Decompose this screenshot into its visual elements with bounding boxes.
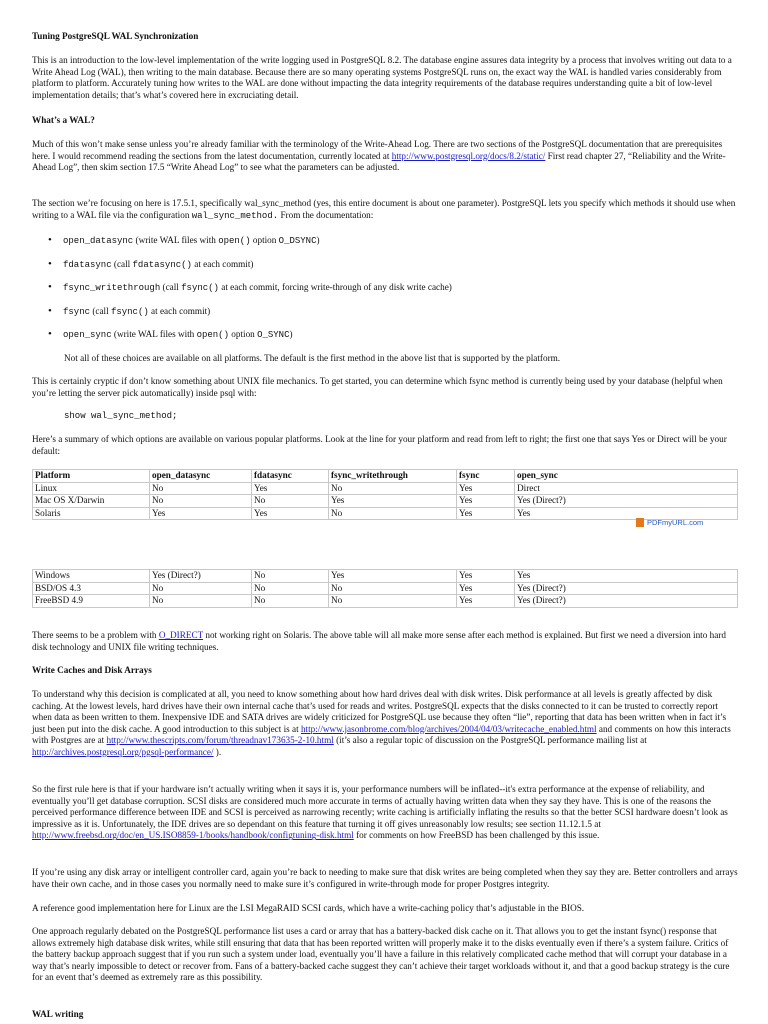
table-cell: Yes (Direct?) [515, 495, 738, 508]
pdfmyurl-watermark[interactable] [636, 517, 703, 529]
column-header: Platform [33, 470, 150, 483]
pgsql-performance-link[interactable]: http://archives.postgresql.org/pgsql-performance/ [32, 746, 214, 757]
table-cell: No [329, 507, 457, 520]
freebsd-handbook-link[interactable]: http://www.freebsd.org/doc/en_US.ISO8859-1/books/handbook/configtuning-disk.html [32, 830, 354, 841]
summary-paragraph: Here’s a summary of which options are available on various popular platforms. Look at the line for your platform and read from left to right; the first one that says Yes or Direct will be your default: [32, 434, 727, 456]
table-cell: No [150, 595, 252, 608]
table-cell: Yes [457, 507, 515, 520]
section-heading-wal: What’s a WAL? [32, 115, 95, 125]
table-cell: Yes (Direct?) [150, 570, 252, 583]
table-cell: No [150, 495, 252, 508]
column-header: fsync [457, 470, 515, 483]
intro-paragraph: This is an introduction to the low-level implementation of the write logging used in PostgreSQL 8.2. The database engine assures data integrity by a process that involves writing out data to a Write Ahead Log (WAL), then writing to the main database. Because there are so many operating systems PostgreSQL runs on, the exact way the WAL is handled varies considerably from platform to platform. Accurately tuning how writes to the WAL are done without impacting the data integrity requirements of the database requires understanding quite a bit of low-level implementation details; that’s what’s covered here in excruciating detail. [32, 55, 732, 100]
table-cell: Yes [457, 495, 515, 508]
page-title: Tuning PostgreSQL WAL Synchronization [32, 31, 199, 41]
table-cell: No [252, 570, 329, 583]
table-row [33, 507, 738, 520]
table-cell: No [329, 582, 457, 595]
table-cell: Yes [329, 495, 457, 508]
table-cell: Yes [515, 507, 738, 520]
table-header-row [33, 470, 738, 483]
o-direct-link[interactable]: O_DIRECT [158, 630, 204, 640]
table-cell: Linux [33, 482, 150, 495]
table-cell: Yes [252, 482, 329, 495]
pdf-logo-icon [636, 518, 644, 527]
section-heading-wal-writing: WAL writing [32, 1009, 84, 1019]
table-cell: No [252, 595, 329, 608]
list-item: • fsync_writethrough (call fsync() at each commit, forcing write-through of any disk write cache) [32, 282, 738, 306]
table-cell: Yes [515, 570, 738, 583]
cache-paragraph-2: So the first rule here is that if your hardware isn’t actually writing when it says it is, your performance numbers will be inflated--it's extra performance at the expense of reliability, and eventually you’ll get database corruption. SCSI disks are considered much more accurate in terms of actually having written data when they say they have. This is one of the reasons the perceived performance difference between IDE and SCSI is perceived as narrowing recently; write caching is artificially inflating the results so that the better SCSI hardware doesn’t look as impressive as it is. Unfortunately, the IDE drives are so dependant on this feature that turning it off gives unreasonably low results; see section 11.12.1.5 at http://www.freebsd.org/doc/en_US.ISO8859-1/books/handbook/configtuning-disk.html for comments on how FreeBSD has been challenged by this issue. [32, 784, 728, 841]
cryptic-paragraph: This is certainly cryptic if don’t know something about UNIX file mechanics. To get started, you can determine which fsync method is currently being used by your database (helpful when you’re letting the server pick automatically) inside psql with: [32, 376, 723, 398]
column-header: open_sync [515, 470, 738, 483]
table-row [33, 582, 738, 595]
list-item: • fsync (call fsync() at each commit) [32, 306, 738, 330]
list-item: • fdatasync (call fdatasync() at each commit) [32, 259, 738, 283]
column-header: fdatasync [252, 470, 329, 483]
table-cell: No [329, 482, 457, 495]
column-header: open_datasync [150, 470, 252, 483]
table-cell: Yes (Direct?) [515, 582, 738, 595]
thescripts-link[interactable]: http://www.thescripts.com/forum/threadnav173635-2-10.html [106, 735, 334, 746]
table-cell: Yes [252, 507, 329, 520]
wal-paragraph-1: Much of this won’t make sense unless you’re already familiar with the terminology of the Write-Ahead Log. There are two sections of the PostgreSQL documentation that are prerequisites here. I would recommend reading the sections from the latest documentation, currently located at http://www.postgresql.org/docs/8.2/static/ First read chapter 27, “Reliability and the Write-Ahead Log”, then skim section 17.5 “Write Ahead Log” to see what the parameters can be adjusted. [32, 139, 726, 173]
table-cell: No [252, 582, 329, 595]
table-row [33, 570, 738, 583]
table-cell: Yes [457, 570, 515, 583]
table-cell: Yes [150, 507, 252, 520]
table-cell: No [329, 595, 457, 608]
table-cell: Yes (Direct?) [515, 595, 738, 608]
table-cell: Yes [457, 582, 515, 595]
table-cell: Yes [457, 482, 515, 495]
table-cell: No [150, 582, 252, 595]
jasonbrome-link[interactable]: http://www.jasonbrome.com/blog/archives/2004/04/03/writecache_enabled.html [300, 723, 597, 734]
table-cell: FreeBSD 4.9 [33, 595, 150, 608]
section-heading-write-caches: Write Caches and Disk Arrays [32, 665, 152, 675]
odirect-paragraph: There seems to be a problem with O_DIRECT not working right on Solaris. The above table will all make more sense after each method is explained. But first we need a diversion into hard disk technology and UNIX file writing techniques. [32, 630, 726, 652]
table-row [33, 482, 738, 495]
table-cell: Direct [515, 482, 738, 495]
column-header: fsync_writethrough [329, 470, 457, 483]
table-cell: Windows [33, 570, 150, 583]
cache-paragraph-3: If you’re using any disk array or intelligent controller card, again you’re back to needing to make sure that disk writes are being completed when they say they are. Better controllers and arrays have their own cache, and in those cases you normally need to make sure it’s configured in write-through mode for proper Postgres integrity. [32, 867, 738, 889]
platform-table-top [32, 469, 738, 520]
cache-paragraph-4: A reference good implementation here for Linux are the LSI MegaRAID SCSI cards, which have a write-caching policy that’s adjustable in the BIOS. [32, 903, 585, 913]
table-cell: Solaris [33, 507, 150, 520]
table-cell: No [252, 495, 329, 508]
cache-paragraph-1: To understand why this decision is complicated at all, you need to know something about how hard drives deal with disk writes. Disk performance at all levels is greatly affected by disk caching. At the lowest levels, hard drives have their own internal cache that’s used for reads and writes. PostgreSQL expects that the disks connected to it can be trusted to correctly report when data as been written to them. Inexpensive IDE and SATA drives are widely criticized for PostgreSQL use because they often “lie”, reporting that data has been written when in fact it’s just been put into the disk cache. A good introduction to this subject is at http://www.jasonbrome.com/blog/archives/2004/04/03/writecache_enabled.html and comments on how this interacts with Postgres are at http://www.thescripts.com/forum/threadnav173635-2-10.html (it’s also a regular topic of discussion on the PostgreSQL performance mailing list at http://archives.postgresql.org/pgsql-performance/ ). [32, 689, 731, 757]
table-cell: BSD/OS 4.3 [33, 582, 150, 595]
table-cell: No [150, 482, 252, 495]
options-note: Not all of these choices are available on all platforms. The default is the first method in the above list that is supported by the platform. [64, 353, 561, 363]
watermark-text: PDFmyURL.com [647, 518, 704, 527]
table-cell: Yes [329, 570, 457, 583]
postgresql-docs-link[interactable]: http://www.postgresql.org/docs/8.2/static/ [391, 150, 546, 161]
cache-paragraph-5: One approach regularly debated on the PostgreSQL performance list uses a card or array that has a battery-backed disk cache on it. That allows you to get the instant fsync() response that allows extremely high database disk writes, while still ensuring that data that has been reported written will properly make it to the disks eventually even if there’s a system failure. Critics of the battery backup approach suggest that if you run such a system under load, eventually you’ll have a failure in this relatively complicated cache method that will corrupt your database in a way that’s nearly impossible to detect or recover from. Fans of a battery-backed cache suggest they can’t achieve their target workloads without it, and that a good backup strategy is the cure for an event that’s deemed as extremely rare as this possibility. [32, 926, 730, 983]
table-row [33, 495, 738, 508]
list-item: • open_datasync (write WAL files with open() option O_DSYNC) [32, 235, 738, 259]
list-item: • open_sync (write WAL files with open() option O_SYNC) [32, 329, 738, 353]
wal-paragraph-2: The section we’re focusing on here is 17.5.1, specifically wal_sync_method (yes, this entire document is about one parameter). PostgreSQL lets you specify which methods it should use when writing to a WAL file via the configuration wal_sync_method. From the documentation: [32, 198, 736, 221]
table-cell: Mac OS X/Darwin [33, 495, 150, 508]
platform-table-bottom [32, 569, 738, 608]
table-row [33, 595, 738, 608]
sync-method-list [32, 235, 738, 353]
table-cell: Yes [457, 595, 515, 608]
show-command: show wal_sync_method; [64, 411, 178, 421]
